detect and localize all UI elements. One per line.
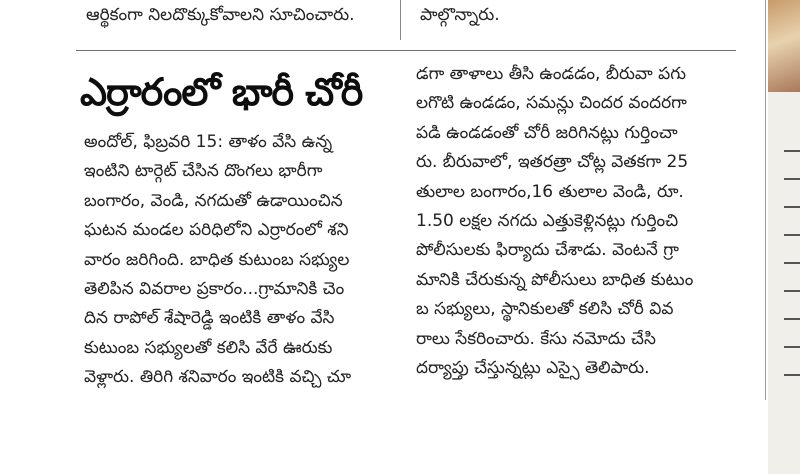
text-line: రాలు సేకరించారు. కేసు నమోదు చేసి [416, 328, 656, 349]
text-line: తులాల బంగారం,16 తులాల వెండి, రూ. [416, 181, 684, 202]
adjacent-text-fragment [784, 206, 800, 208]
text-line: అందోల్, ఫిబ్రవరి 15: తాళం వేసి ఉన్న [84, 132, 333, 152]
text-line: మానికి చేరుకున్న పోలీసులు బాధిత కుటుం [416, 269, 694, 290]
article-column-right [416, 60, 742, 383]
adjacent-text-fragment [784, 374, 800, 376]
article-column-left [84, 128, 396, 393]
adjacent-text-fragment [784, 234, 800, 236]
section-divider [76, 50, 736, 51]
adjacent-text-fragment [784, 178, 800, 180]
text-line: బ సభ్యులు, స్థానికులతో కలిసి చోరీ వివ [416, 299, 674, 320]
text-line: వారం జరిగింది. బాధిత కుటుంబ సభ్యుల [84, 249, 350, 270]
text-line: పడి ఉండడంతో చోరీ జరిగినట్లు గుర్తించా [416, 122, 678, 143]
article-headline: ఎర్రారంలో భారీ చోరీ [80, 70, 363, 114]
adjacent-text-fragment [784, 150, 800, 152]
text-line: డగా తాళాలు తీసి ఉండడం, బీరువా పగు [416, 64, 687, 84]
text-line: కుటుంబ సభ్యులతో కలిసి వేరే ఊరుకు [84, 337, 333, 358]
adjacent-text-fragment [784, 262, 800, 264]
text-line: ఘటన మండల పరిధిలోని ఎర్రారంలో శని [84, 220, 349, 241]
text-line: 1.50 లక్షల నగదు ఎత్తుకెళ్లినట్లు గుర్తించి [416, 210, 679, 231]
adjacent-text-fragment [784, 346, 800, 348]
text-line: రు. బీరువాలో, ఇతరత్రా చోట్ల వెతకగా 25 [416, 152, 689, 173]
previous-article-line-left: ఆర్థికంగా నిలదొక్కుకోవాలని సూచించారు. [86, 5, 355, 25]
text-line: బంగారం, వెండి, నగదుతో ఉడాయించిన [84, 190, 343, 211]
text-line: ఇంటిని టార్గెట్ చేసిన దొంగలు భారీగా [84, 161, 323, 182]
text-line: దిన రాపోల్ శేషారెడ్డి ఇంటికి తాళం వేసి [84, 308, 335, 329]
text-line: తెలిపిన వివరాల ప్రకారం...గ్రామానికి చెం [84, 278, 345, 299]
text-line: దర్యాప్తు చేస్తున్నట్లు ఎస్సై తెలిపారు. [416, 357, 650, 378]
text-line: పోలీసులకు ఫిర్యాదు చేశాడు. వెంటనే గ్రా [416, 240, 679, 261]
adjacent-text-fragment [784, 318, 800, 320]
previous-article-line-right: పాల్గొన్నారు. [420, 5, 500, 25]
adjacent-photo [768, 0, 800, 92]
adjacent-page-strip [768, 0, 800, 474]
text-line: వెళ్లారు. తిరిగి శనివారం ఇంటికి వచ్చి చూ [84, 367, 352, 388]
column-divider-top [400, 0, 401, 40]
page-edge-divider [765, 0, 766, 400]
text-line: లగొటి ఉండడం, సమన్లు చిందర వందరగా [416, 93, 687, 114]
adjacent-text-fragment [784, 290, 800, 292]
